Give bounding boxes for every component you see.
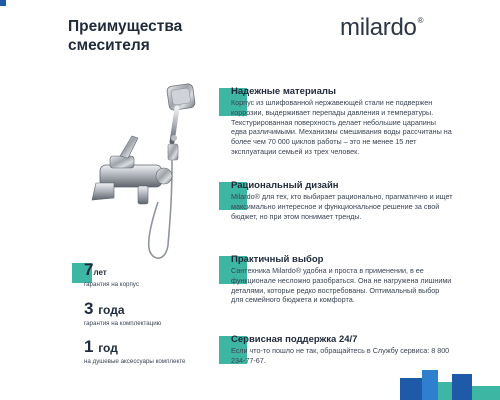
feature-title: Сервисная поддержка 24/7 [231,334,358,345]
faucet-product-image [80,70,220,270]
warranty-kit [84,299,161,327]
warranty-number: 7 [84,260,94,279]
shower-holder [168,135,178,160]
warranty-caption: гарантия на корпус [84,281,139,288]
feature-practical [231,254,453,305]
page-title-line2: смесителя [68,37,150,54]
page-title [68,17,268,55]
faucet-body [92,136,172,204]
shower-head [166,83,195,142]
warranty-unit: год [98,341,118,355]
warranty-caption: на душевые аксессуары комплекте [84,358,186,365]
corner-accent-top-left [0,0,6,6]
warranty-caption: гарантия на комплектацию [84,320,162,327]
warranty-body [84,260,139,288]
brand-registered-mark: ® [417,16,424,25]
feature-title: Практичный выбор [231,254,324,265]
warranty-number: 1 [84,337,94,356]
feature-title: Надежные материалы [231,86,337,97]
feature-text: Корпус из шлифованной нержавеющей стали не подвержен коррозии, выдерживает перепады давления и температуры. Текстурированная поверхность делает небольшие царапины едва различимыми. Механизмы смешивания воды рассчитаны на более чем 70 000 циклов работы – это не менее 15 лет эксплуатации семьей из трех человек. [231,98,452,156]
feature-title: Рациональный дизайн [231,180,339,191]
corner-accent-bottom-right [380,370,500,400]
feature-service [231,334,453,366]
brand-name: milardo [340,14,417,41]
feature-text: Сантехника Milardo® удобна и проста в применении, в ее функционале несложно разобраться. Она не нагружена лишними деталями, которые редко востребованы. Оптимальный выбор для семейного бюджета и комфорта. [231,266,452,305]
warranty-unit: лет [93,268,107,277]
page-title-line1: Преимущества [68,18,183,35]
brand-logo [340,14,423,42]
feature-materials [231,86,453,157]
feature-design [231,180,453,221]
warranty-unit: года [98,303,125,317]
warranty-number: 3 [84,299,94,318]
feature-text: Milardo® для тех, кто выбирает рационально, прагматично и ищет максимально интересное и функциональное решение за свой бюджет, но при этом понимает тренды. [231,192,453,221]
feature-text: Если что-то пошло не так, обращайтесь в Службу сервиса: 8 800 234-77-67. [231,346,450,365]
warranty-accessories [84,337,185,365]
